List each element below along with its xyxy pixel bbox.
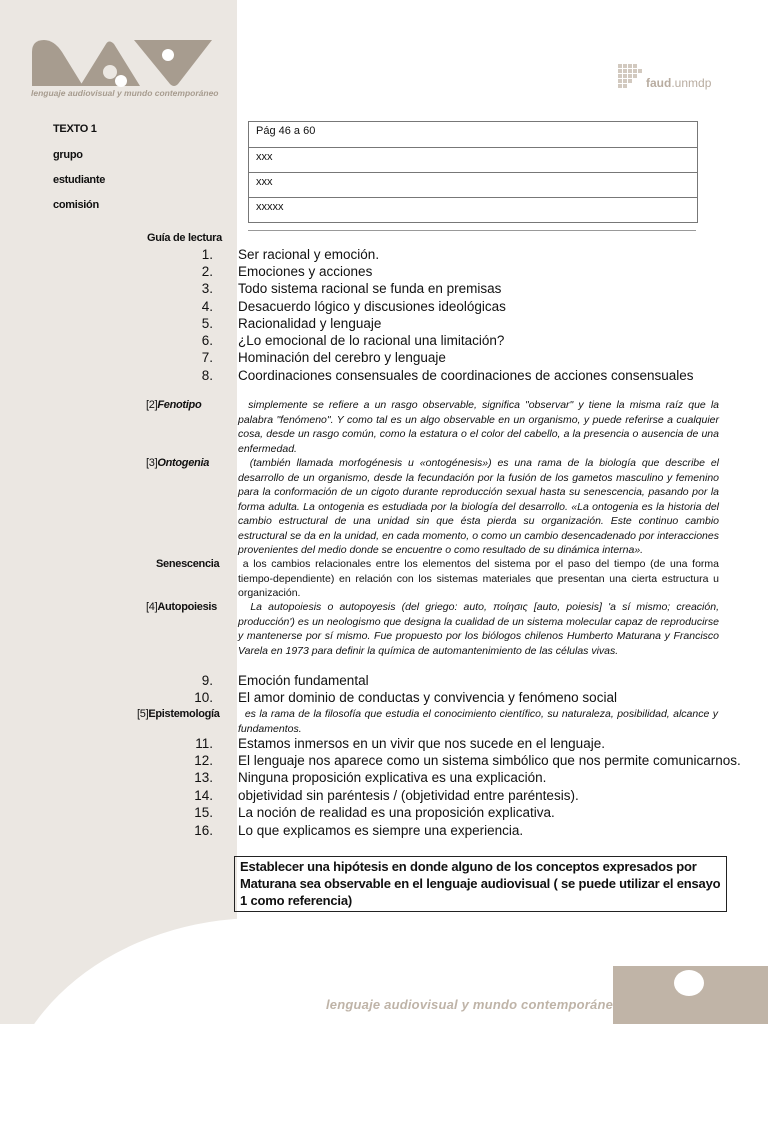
label-comision: comisión xyxy=(53,199,99,211)
list-item: 16. Lo que explicamos es siempre una experiencia. xyxy=(194,823,524,838)
list-item: 7. Hominación del cerebro y lenguaje xyxy=(201,350,446,365)
list-item: 5. Racionalidad y lenguaje xyxy=(201,316,382,331)
definition-senescencia: a los cambios relacionales entre los elementos del sistema por el paso del tiempo (de una forma tiempo-dependiente) en relación con los sistemas materiales que presentan una cierta estructura u organización. xyxy=(238,558,720,599)
list-item: 10. El amor dominio de conductas y convivencia y fenómeno social xyxy=(194,690,617,705)
guide-title: Guía de lectura xyxy=(147,232,222,244)
list-item: 1. Ser racional y emoción. xyxy=(201,247,380,262)
faud-wordmark: faud.unmdp xyxy=(646,76,712,90)
list-item: 11. Estamos inmersos en un vivir que nos sucede en el lenguaje. xyxy=(195,736,605,751)
faud-grid-icon xyxy=(618,64,644,88)
footer-caption: lenguaje audiovisual y mundo contemporáneo xyxy=(326,997,622,1012)
footer-circle-icon xyxy=(674,970,704,996)
list-item: 8. Coordinaciones consensuales de coordinaciones de acciones consensuales xyxy=(201,368,694,383)
list-item: 9. Emoción fundamental xyxy=(201,673,369,688)
list-item: 13. Ninguna proposición explicativa es una explicación. xyxy=(194,770,547,785)
list-item: 2. Emociones y acciones xyxy=(201,264,373,279)
list-item: 15. La noción de realidad es una proposición explicativa. xyxy=(194,805,555,820)
definition-ontogenia: (también llamada morfogénesis u «ontogénesis») es una rama de la biología que describe el desarrollo de un organismo, desde la fecundación por la fusión de los gametos masculino y femenino para la conformación de un cigoto durante reproducción sexual hasta su senescencia, pasando por la forma adulta. La ontogenia es estudiada por la biología del desarrollo. «La ontogenia es la historia del cambio estructural de una unidad sin que ésta pierda su organización. Este continuo cambio estructural se da en la unidad, en cada momento, o como un cambio desencadenado por interacciones provenientes del medio donde se encuentre o como resultado de su dinámica interna». xyxy=(238,457,719,556)
list-item: 12. El lenguaje nos aparece como un sistema simbólico que nos permite comunicarnos. xyxy=(194,753,741,768)
value-estudiante: xxx xyxy=(249,172,697,197)
term-epistemologia: [5]Epistemología xyxy=(137,708,220,720)
term-fenotipo: [2]Fenotipo xyxy=(146,399,202,411)
value-pages: Pág 46 a 60 xyxy=(256,125,316,137)
term-autopoiesis: [4]Autopoiesis xyxy=(146,601,217,613)
definition-epistemologia: es la rama de la filosofía que estudia el conocimiento científico, su naturaleza, posibilidad, alcance y fundamentos. xyxy=(238,708,718,735)
label-texto: TEXTO 1 xyxy=(53,123,97,135)
task-box: Establecer una hipótesis en donde alguno de los conceptos expresados por Maturana sea observable en el lenguaje audiovisual ( se puede utilizar el ensayo 1 como referencia) xyxy=(234,856,727,912)
list-item: 4. Desacuerdo lógico y discusiones ideológicas xyxy=(201,299,506,314)
term-senescencia: Senescencia xyxy=(156,558,220,570)
definition-fenotipo: simplemente se refiere a un rasgo observable, significa "observar" y tiene la misma raíz que la palabra "fenómeno". Y como tal es un algo observable en un organismo, y puede referirse a cualquier cosa, desde un rasgo común, como la estatura o el color del cabello, a la presencia o ausencia de una enfermedad. xyxy=(238,399,719,455)
value-grupo: xxx xyxy=(249,147,697,172)
header-table xyxy=(248,121,698,223)
logo-caption: lenguaje audiovisual y mundo contemporáneo xyxy=(31,88,219,98)
term-ontogenia: [3]Ontogenia xyxy=(146,457,210,469)
list-item: 6. ¿Lo emocional de lo racional una limitación? xyxy=(201,333,505,348)
label-estudiante: estudiante xyxy=(53,174,106,186)
sidebar-band xyxy=(0,0,237,1024)
list-item: 14. objetividad sin paréntesis / (objetividad entre paréntesis). xyxy=(194,788,579,803)
divider xyxy=(248,230,696,231)
list-item: 3. Todo sistema racional se funda en premisas xyxy=(201,281,502,296)
lav-logo-icon xyxy=(28,38,214,88)
label-grupo: grupo xyxy=(53,149,83,161)
definition-autopoiesis: La autopoiesis o autopoyesis (del griego: auto, ποίησις [auto, poiesis] 'a sí mismo; creación, producción') es un neologismo que designa la cualidad de un sistema molecular capaz de reproducirse y mantenerse por sí mismo. Fue propuesto por los biólogos chilenos Humberto Maturana y Francisco Varela en 1973 para definir la química de automantenimiento de las células vivas. xyxy=(238,601,719,657)
value-comision: xxxxx xyxy=(249,197,697,222)
